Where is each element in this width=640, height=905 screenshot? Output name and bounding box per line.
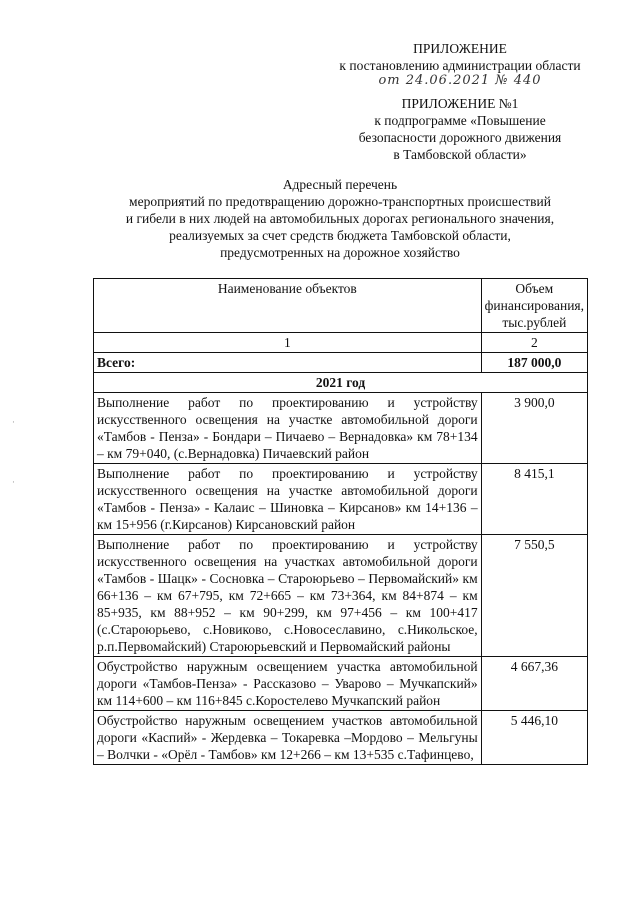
appendix-subtitle: к постановлению администрации области — [339, 58, 581, 73]
total-label: Всего: — [94, 353, 482, 373]
subprogram-line-2: безопасности дорожного движения — [358, 130, 562, 145]
column-number-1: 1 — [94, 333, 482, 353]
column-header-objects: Наименование объектов — [94, 279, 482, 333]
column-number-row — [94, 333, 588, 353]
total-row — [94, 353, 588, 373]
title-line-3: и гибели в них людей на автомобильных дорогах регионального значения, — [125, 211, 555, 226]
object-name: Обустройство наружным освещением участков автомобильной дороги «Каспий» - Жердевка – Токаревка –Мордово – Мельгуны – Волчки - «Орёл - Тамбов» км 12+266 – км 13+535 с.Тафинцево, — [94, 711, 482, 765]
title-line-1: Адресный перечень — [282, 177, 398, 192]
table-header-row — [94, 279, 588, 333]
column-number-2: 2 — [481, 333, 587, 353]
appendix-date-handwritten: от 24.06.2021 № 440 — [378, 73, 542, 88]
table-row — [94, 657, 588, 711]
subprogram-header — [310, 95, 610, 163]
column-header-financing: Объем финансирования, тыс.рублей — [481, 279, 587, 333]
object-name: Обустройство наружным освещением участка автомобильной дороги «Тамбов-Пенза» - Рассказово – Уварово – Мучкапский» км 114+600 – км 116+845 с.Коростелево Мучкапский район — [94, 657, 482, 711]
object-amount: 4 667,36 — [481, 657, 587, 711]
appendix-header — [310, 40, 610, 89]
margin-mark: · — [12, 478, 15, 488]
table-row — [94, 464, 588, 535]
subprogram-line-3: в Тамбовской области» — [393, 147, 527, 162]
document-title — [80, 176, 600, 261]
year-label: 2021 год — [94, 373, 588, 393]
margin-mark: · — [12, 418, 15, 428]
total-value: 187 000,0 — [481, 353, 587, 373]
title-line-4: реализуемых за счет средств бюджета Тамбовской области, — [169, 228, 511, 243]
objects-table — [93, 278, 588, 765]
object-name: Выполнение работ по проектированию и устройству искусственного освещения на участках автомобильной дороги «Тамбов - Шацк» - Сосновка – Староюрьево – Первомайский» км 66+136 – км 67+795, км 72+665 – км 73+364, км 84+874 – км 85+935, км 88+952 – км 90+299, км 97+456 – км 100+417 (с.Староюрьево, с.Новиково, с.Новосеславино, с.Никольское, р.п.Первомайский) Староюрьевский и Первомайский районы — [94, 535, 482, 657]
object-amount: 5 446,10 — [481, 711, 587, 765]
title-line-2: мероприятий по предотвращению дорожно-транспортных происшествий — [129, 194, 551, 209]
object-amount: 3 900,0 — [481, 393, 587, 464]
appendix-title: ПРИЛОЖЕНИЕ — [413, 41, 507, 56]
table-row — [94, 711, 588, 765]
object-name: Выполнение работ по проектированию и устройству искусственного освещения на участке автомобильной дороги «Тамбов - Пенза» - Бондари – Пичаево – Вернадовка» км 78+134 – км 79+040, (с.Вернадовка) Пичаевский район — [94, 393, 482, 464]
object-amount: 7 550,5 — [481, 535, 587, 657]
title-line-5: предусмотренных на дорожное хозяйство — [220, 245, 460, 260]
table-row — [94, 535, 588, 657]
subprogram-appendix-title: ПРИЛОЖЕНИЕ №1 — [401, 96, 519, 111]
subprogram-line-1: к подпрограмме «Повышение — [374, 113, 546, 128]
object-amount: 8 415,1 — [481, 464, 587, 535]
table-row — [94, 393, 588, 464]
object-name: Выполнение работ по проектированию и устройству искусственного освещения на участке автомобильной дороги «Тамбов - Пенза» - Калаис – Шиновка – Кирсанов» км 14+136 – км 15+956 (г.Кирсанов) Кирсановский район — [94, 464, 482, 535]
year-row — [94, 373, 588, 393]
